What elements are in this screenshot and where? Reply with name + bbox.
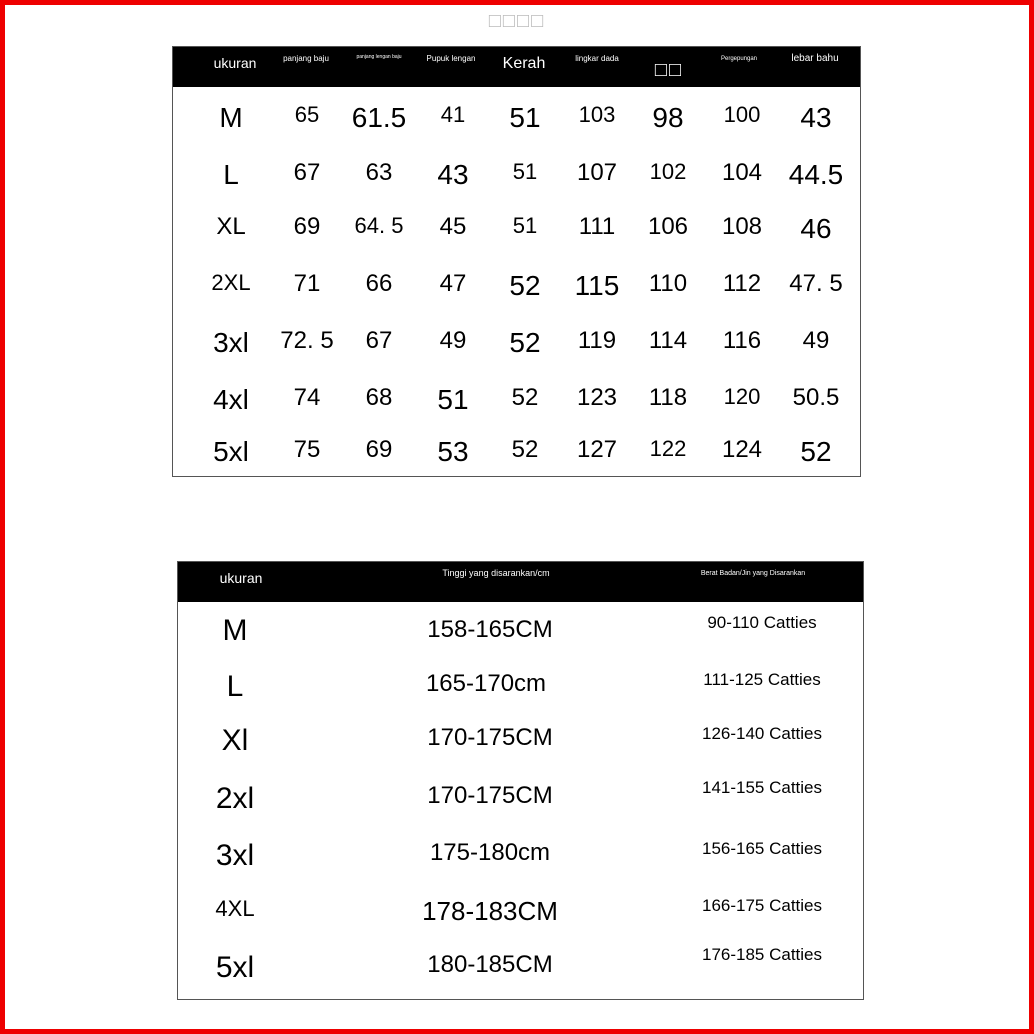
value-cell: 104 bbox=[721, 159, 763, 186]
table-row bbox=[173, 327, 860, 367]
height-cell: 165-170cm bbox=[425, 670, 547, 697]
value-cell: 64. 5 bbox=[354, 213, 404, 238]
weight-cell: 90-110 Catties bbox=[707, 613, 817, 632]
value-cell: 61.5 bbox=[351, 102, 407, 133]
value-cell: 47. 5 bbox=[789, 270, 843, 297]
value-cell: 110 bbox=[648, 270, 688, 297]
value-cell: 127 bbox=[576, 436, 618, 463]
value-cell: 115 bbox=[574, 270, 620, 301]
size-recommendation-table bbox=[177, 561, 864, 1000]
value-cell: 43 bbox=[437, 159, 469, 190]
value-cell: 112 bbox=[722, 270, 762, 297]
value-cell: 123 bbox=[576, 384, 618, 411]
height-cell: 158-165CM bbox=[427, 616, 553, 643]
header-lebar-bahu: lebar bahu bbox=[791, 53, 839, 64]
size-cell: 5xl bbox=[215, 951, 255, 984]
size-cell: 2xl bbox=[215, 782, 255, 815]
height-cell: 180-185CM bbox=[427, 951, 553, 978]
value-cell: 47 bbox=[439, 270, 467, 297]
header-tinggi: Tinggi yang disarankan/cm bbox=[442, 568, 550, 578]
weight-cell: 141-155 Catties bbox=[701, 778, 823, 797]
weight-cell: 126-140 Catties bbox=[701, 724, 823, 743]
size-cell: Xl bbox=[221, 724, 249, 757]
table-row bbox=[178, 778, 863, 822]
value-cell: 65 bbox=[294, 102, 320, 127]
value-cell: 45 bbox=[439, 213, 467, 240]
page-title: □□□□ bbox=[488, 10, 546, 32]
value-cell: 122 bbox=[649, 436, 687, 461]
value-cell: 124 bbox=[721, 436, 763, 463]
value-cell: 44.5 bbox=[788, 159, 844, 190]
value-cell: 118 bbox=[648, 384, 688, 411]
table-row bbox=[178, 896, 863, 936]
value-cell: 51 bbox=[512, 159, 538, 184]
value-cell: 67 bbox=[293, 159, 321, 186]
height-cell: 175-180cm bbox=[429, 839, 551, 866]
size-cell: L bbox=[226, 670, 244, 703]
table-row bbox=[173, 102, 860, 142]
value-cell: 52 bbox=[800, 436, 832, 467]
value-cell: 98 bbox=[652, 102, 684, 133]
value-cell: 69 bbox=[365, 436, 393, 463]
size-cell: 2XL bbox=[211, 270, 251, 295]
value-cell: 51 bbox=[437, 384, 469, 415]
header-kerah: Kerah bbox=[502, 55, 546, 72]
measurement-table bbox=[172, 46, 861, 477]
weight-cell: 156-165 Catties bbox=[701, 839, 823, 858]
value-cell: 52 bbox=[509, 327, 541, 358]
value-cell: 49 bbox=[802, 327, 830, 354]
height-cell: 178-183CM bbox=[422, 896, 558, 926]
size-recommendation-table-header bbox=[178, 562, 863, 602]
value-cell: 67 bbox=[365, 327, 393, 354]
value-cell: 66 bbox=[365, 270, 393, 297]
table-row bbox=[173, 159, 860, 199]
value-cell: 103 bbox=[578, 102, 616, 127]
table-row bbox=[178, 945, 863, 991]
table-row bbox=[173, 270, 860, 310]
value-cell: 51 bbox=[512, 213, 538, 238]
value-cell: 107 bbox=[576, 159, 618, 186]
value-cell: 63 bbox=[365, 159, 393, 186]
value-cell: 52 bbox=[511, 436, 539, 463]
size-cell: XL bbox=[216, 213, 246, 240]
size-cell: 3xl bbox=[213, 327, 249, 358]
value-cell: 74 bbox=[293, 384, 321, 411]
table-row bbox=[178, 839, 863, 879]
value-cell: 108 bbox=[721, 213, 763, 240]
header-ukuran: ukuran bbox=[219, 570, 263, 586]
value-cell: 72. 5 bbox=[280, 327, 334, 354]
value-cell: 71 bbox=[293, 270, 321, 297]
header-ukuran: ukuran bbox=[213, 55, 257, 71]
value-cell: 51 bbox=[509, 102, 541, 133]
size-cell: 3xl bbox=[215, 839, 255, 872]
header-pupuk-lengan: Pupuk lengan bbox=[426, 54, 476, 63]
table-row bbox=[173, 436, 860, 476]
value-cell: 102 bbox=[649, 159, 687, 184]
size-cell: M bbox=[222, 614, 248, 647]
table-row bbox=[173, 384, 860, 424]
value-cell: 49 bbox=[439, 327, 467, 354]
table-row bbox=[173, 213, 860, 253]
header-pergepungan: Pergepungan bbox=[720, 56, 758, 62]
value-cell: 119 bbox=[577, 327, 617, 354]
value-cell: 41 bbox=[440, 102, 466, 127]
size-cell: L bbox=[223, 159, 239, 190]
weight-cell: 111-125 Catties bbox=[703, 670, 821, 689]
header-unrendered-glyphs: □□ bbox=[654, 59, 684, 81]
size-cell: 4xl bbox=[213, 384, 249, 415]
table-row bbox=[178, 614, 863, 654]
size-cell: 4XL bbox=[215, 896, 255, 921]
value-cell: 114 bbox=[648, 327, 688, 354]
header-berat-badan: Berat Badan/Jin yang Disarankan bbox=[700, 570, 806, 577]
value-cell: 69 bbox=[293, 213, 321, 240]
weight-cell: 176-185 Catties bbox=[701, 945, 823, 964]
header-lingkar-dada: lingkar dada bbox=[575, 54, 619, 63]
height-cell: 170-175CM bbox=[427, 782, 553, 809]
value-cell: 43 bbox=[800, 102, 832, 133]
value-cell: 46 bbox=[800, 213, 832, 244]
height-cell: 170-175CM bbox=[427, 724, 553, 751]
value-cell: 120 bbox=[723, 384, 761, 409]
value-cell: 50.5 bbox=[792, 384, 840, 411]
value-cell: 100 bbox=[723, 102, 761, 127]
value-cell: 75 bbox=[293, 436, 321, 463]
value-cell: 111 bbox=[578, 213, 616, 240]
value-cell: 116 bbox=[722, 327, 762, 354]
header-panjang-baju: panjang baju bbox=[283, 54, 329, 63]
value-cell: 52 bbox=[509, 270, 541, 301]
table-row bbox=[178, 724, 863, 764]
table-row bbox=[178, 670, 863, 710]
value-cell: 52 bbox=[511, 384, 539, 411]
value-cell: 106 bbox=[647, 213, 689, 240]
size-cell: 5xl bbox=[213, 436, 249, 467]
value-cell: 53 bbox=[437, 436, 469, 467]
header-panjang-lengan-baju: panjang lengan baju bbox=[356, 54, 402, 60]
size-cell: M bbox=[219, 102, 243, 133]
weight-cell: 166-175 Catties bbox=[701, 896, 823, 915]
measurement-table-header bbox=[173, 47, 860, 87]
value-cell: 68 bbox=[365, 384, 393, 411]
